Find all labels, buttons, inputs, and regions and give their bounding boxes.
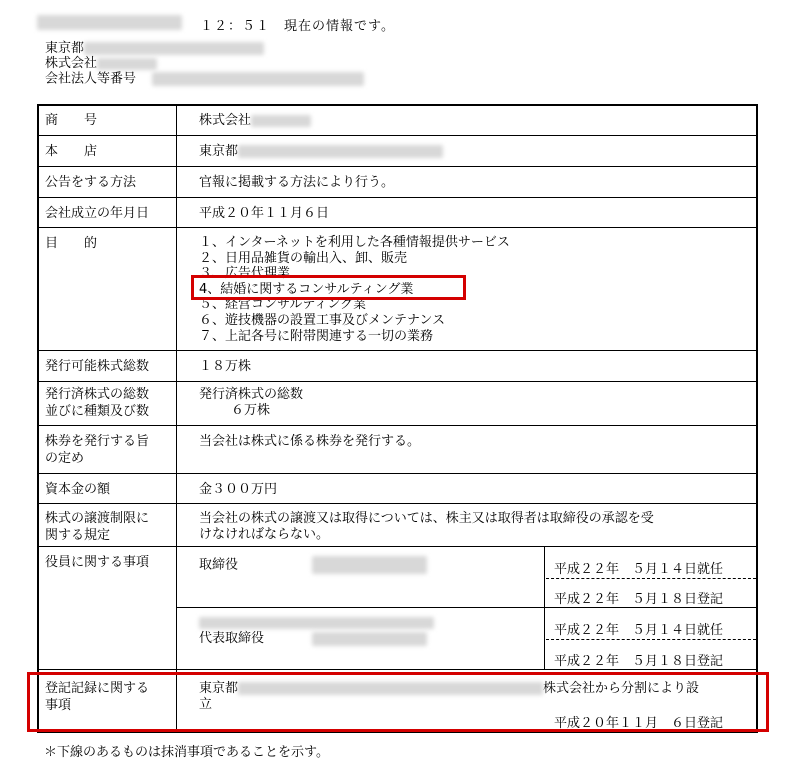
registration-date: 平成２０年１１月 ６日登記 xyxy=(554,716,724,731)
label-purpose: 目 的 xyxy=(45,236,98,251)
row-divider xyxy=(37,350,758,351)
redacted-block xyxy=(97,58,157,70)
company-prefix: 株式会社 xyxy=(45,56,98,71)
officer-entry-1 xyxy=(199,556,427,574)
value-established: 平成２０年１１月６日 xyxy=(199,206,330,221)
purpose-item: ２、日用品雑貨の輸出入、卸、販売 xyxy=(199,250,408,266)
row-divider xyxy=(37,227,758,228)
value-transfer-restriction: 当会社の株式の譲渡又は取得については、株主又は取得者は取締役の承認を受 けなければならない。 xyxy=(199,511,654,542)
officer-title: 取締役 xyxy=(199,557,239,573)
address-prefix: 東京都 xyxy=(45,41,85,56)
officer-1-registered: 平成２２年 ５月１８日登記 xyxy=(554,592,724,607)
row-divider xyxy=(37,425,758,426)
purpose-item-highlighted: 4、結婚に関するコンサルティング業 xyxy=(199,281,414,297)
officer-1-appointed: 平成２２年 ５月１４日就任 xyxy=(554,562,724,577)
timestamp-text: １２：５１ 現在の情報です。 xyxy=(200,19,395,34)
purpose-item: ６、遊技機器の設置工事及びメンテナンス xyxy=(199,312,445,328)
label-established: 会社成立の年月日 xyxy=(45,206,150,221)
value-authorized-shares: １８万株 xyxy=(199,359,252,374)
row-divider xyxy=(37,669,758,670)
label-authorized-shares: 発行可能株式総数 xyxy=(45,359,150,374)
label-capital: 資本金の額 xyxy=(45,482,111,497)
header-company xyxy=(45,57,157,71)
officer-2-registered: 平成２２年 ５月１８日登記 xyxy=(554,654,724,669)
header-address xyxy=(45,42,264,56)
highlight-box-registration xyxy=(27,672,769,732)
label-certificates: 株券を発行する旨 の定め xyxy=(45,434,150,466)
label-transfer-restriction: 株式の譲渡制限に 関する規定 xyxy=(45,511,150,543)
purpose-item: ５、経営コンサルティング業 xyxy=(199,297,367,313)
purpose-item: １、インターネットを利用した各種情報提供サービス xyxy=(199,235,510,250)
officer-title: 代表取締役 xyxy=(199,631,265,646)
redacted-block xyxy=(251,115,311,127)
officer-divider xyxy=(176,607,758,608)
officer-2-appointed: 平成２２年 ５月１４日就任 xyxy=(554,623,724,638)
label-public-notice: 公告をする方法 xyxy=(45,175,137,190)
highlight-box-purpose xyxy=(191,275,466,300)
header-corp-number xyxy=(45,72,364,87)
value-capital: 金３００万円 xyxy=(199,482,278,497)
date-underline xyxy=(546,639,756,640)
label-officers: 役員に関する事項 xyxy=(45,555,150,570)
redacted-block xyxy=(312,556,427,574)
value-public-notice: 官報に掲載する方法により行う。 xyxy=(199,175,395,190)
row-divider xyxy=(37,546,758,547)
value-head-office: 東京都 xyxy=(199,144,443,160)
row-divider xyxy=(37,503,758,504)
label-head-office: 本 店 xyxy=(45,144,98,159)
label-issued-shares: 発行済株式の総数 並びに種類及び数 xyxy=(45,387,150,419)
purpose-item: ３、広告代理業 xyxy=(199,266,291,282)
redacted-block xyxy=(84,42,264,55)
row-divider xyxy=(37,135,758,136)
purpose-item: ７、上記各号に附帯関連する一切の業務 xyxy=(199,328,434,344)
row-divider xyxy=(37,473,758,474)
column-divider xyxy=(176,104,177,732)
label-registration-records: 登記記録に関する 事項 xyxy=(45,681,150,713)
row-divider xyxy=(37,166,758,167)
date-underline xyxy=(546,578,756,579)
value-registration-records: 東京都 株式会社から分割により設 立 xyxy=(199,681,700,712)
row-divider xyxy=(37,381,758,382)
redacted-block xyxy=(37,15,182,30)
redacted-block xyxy=(238,145,443,158)
officer-entry-2 xyxy=(199,615,434,647)
redacted-block xyxy=(199,617,434,629)
value-trade-name: 株式会社 xyxy=(199,113,311,129)
corp-number-label: 会社法人等番号 xyxy=(45,71,137,87)
value-certificates: 当会社は株式に係る株券を発行する。 xyxy=(199,434,421,449)
value-issued-shares: 発行済株式の総数 ６万株 xyxy=(199,387,304,418)
redacted-block xyxy=(152,72,364,86)
redacted-block xyxy=(312,632,427,646)
footnote: ＊下線のあるものは抹消事項であることを示す。 xyxy=(44,745,329,760)
label-trade-name: 商 号 xyxy=(45,113,98,128)
row-divider xyxy=(37,197,758,198)
